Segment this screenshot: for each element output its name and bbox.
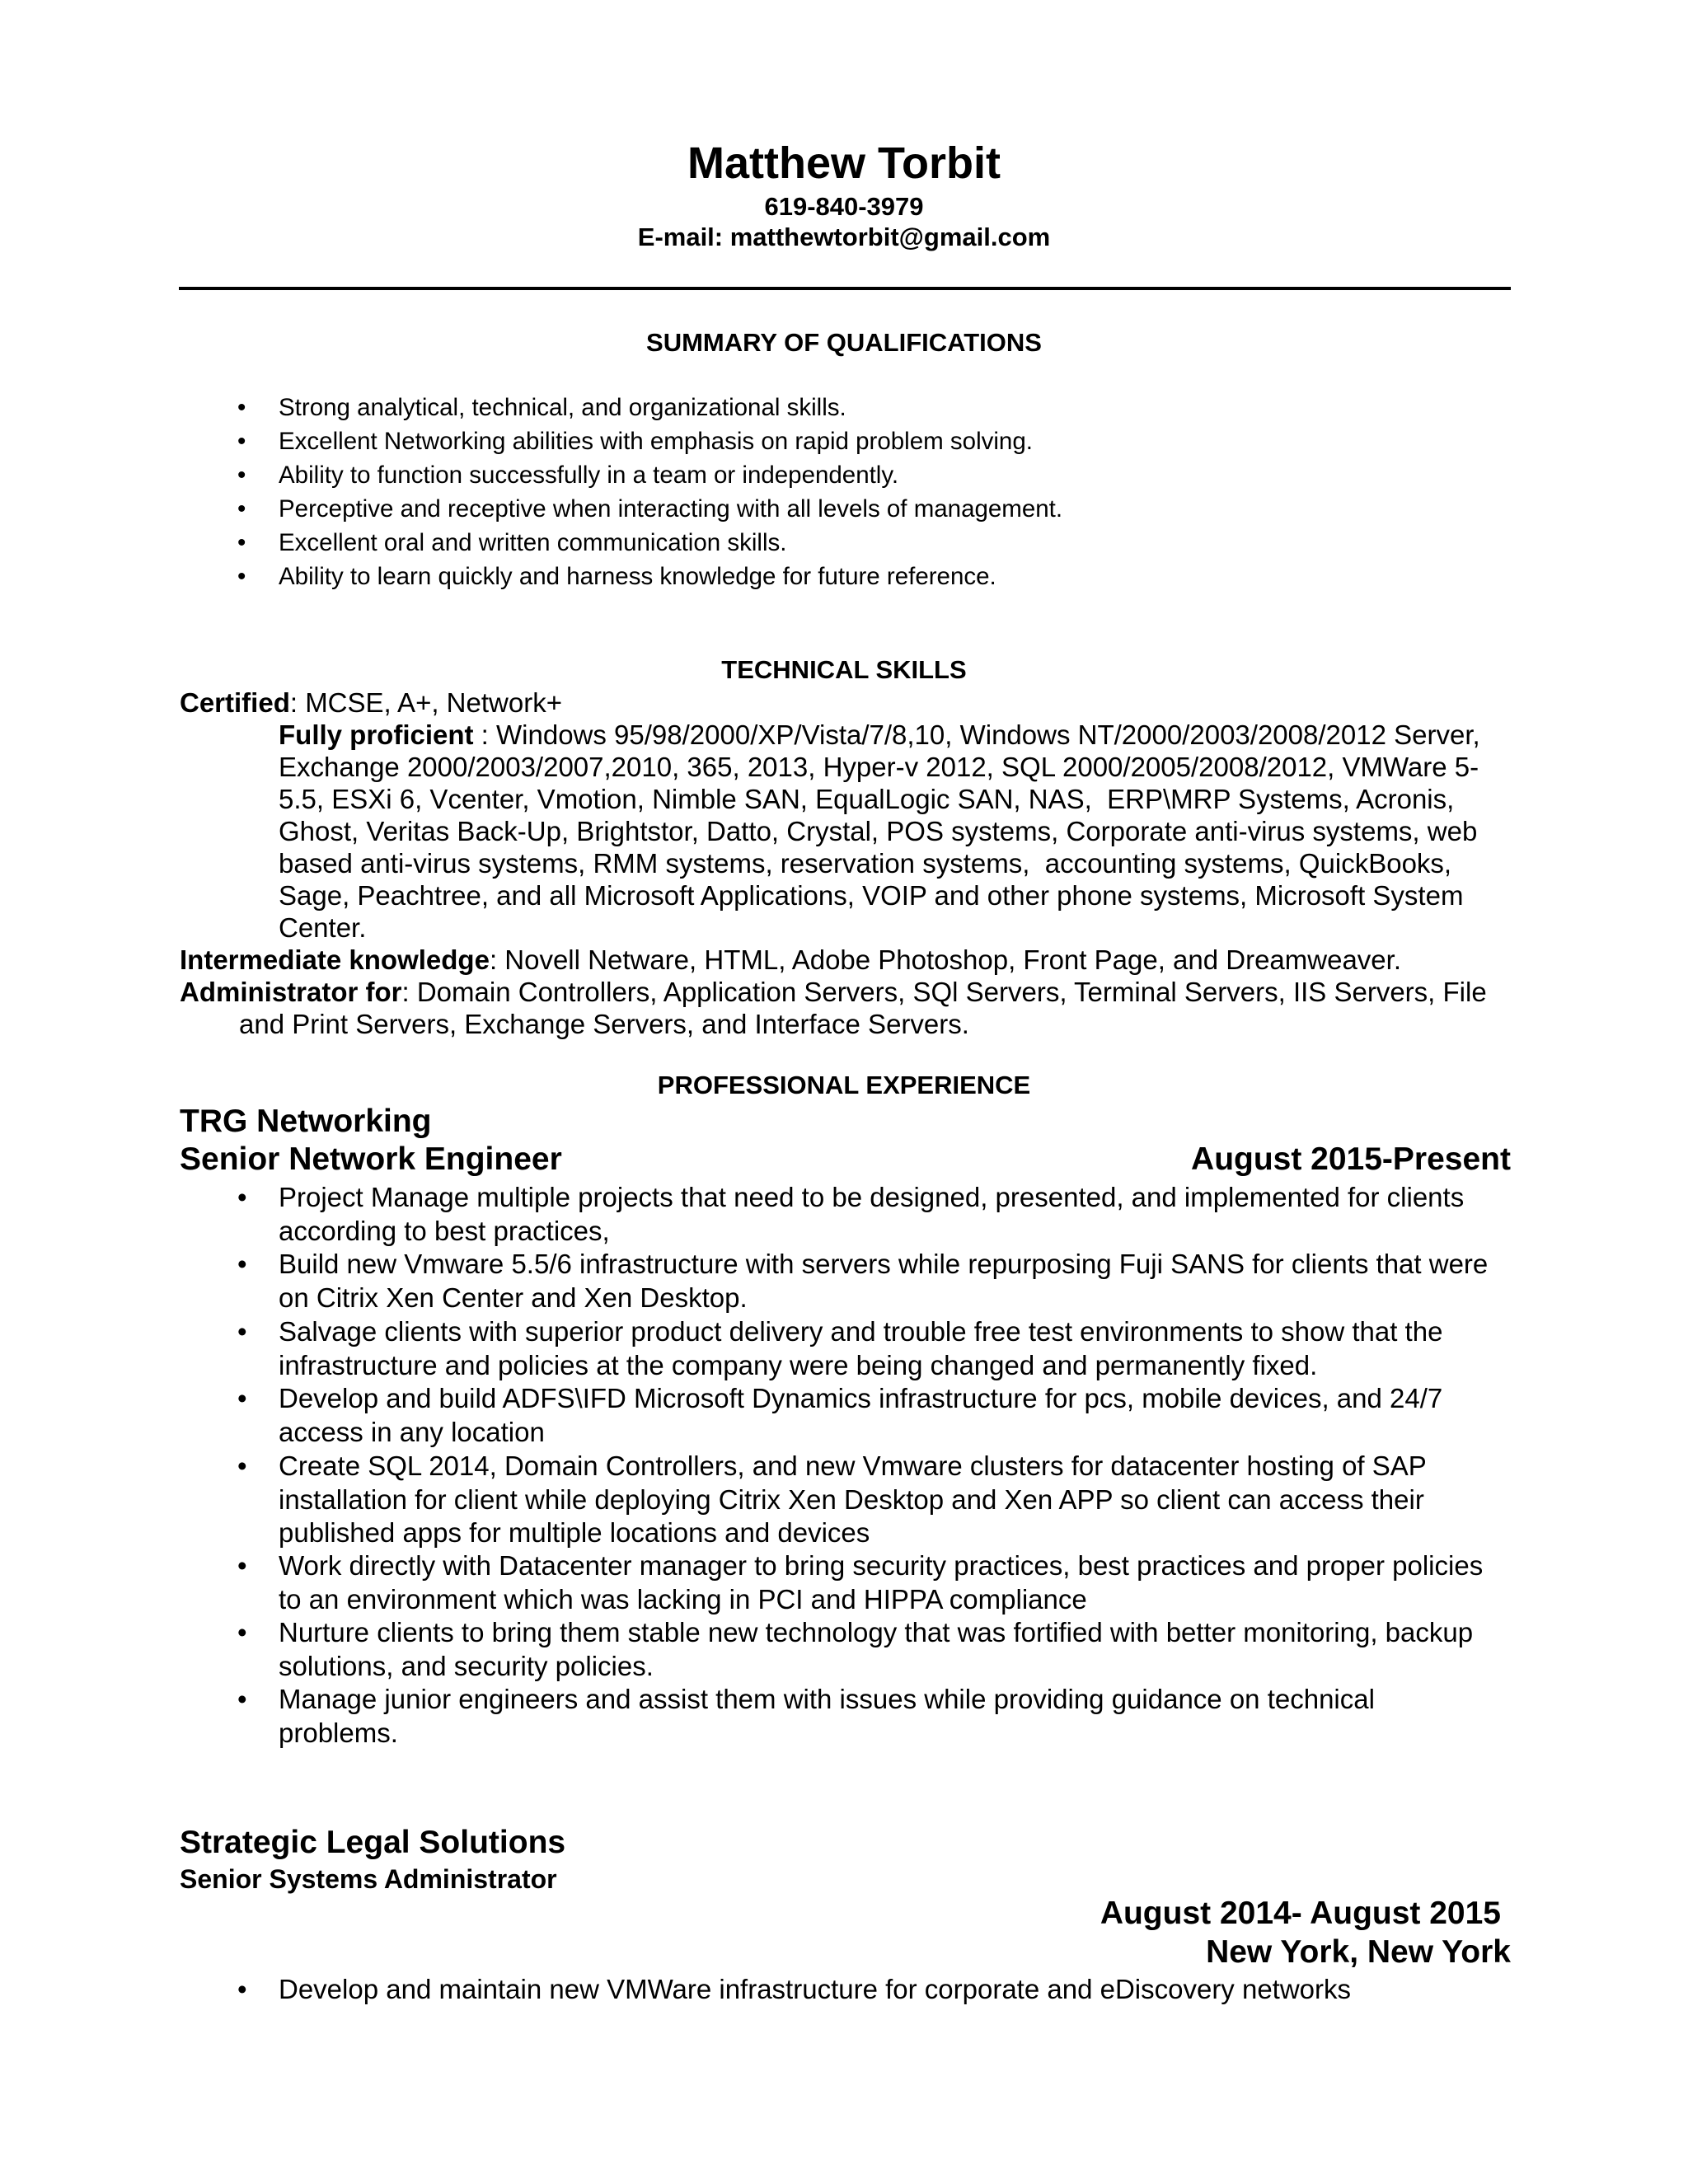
intermediate-value: : Novell Netware, HTML, Adobe Photoshop, Front Page, and Dreamweaver. (489, 944, 1402, 975)
list-item: • Ability to function successfully in a team or independently. (279, 461, 1515, 490)
certified-value: : MCSE, A+, Network+ (289, 687, 562, 718)
list-item: • Nurture clients to bring them stable new technology that was fortified with better monitoring, backup solutions, and security policies. (279, 1616, 1515, 1683)
admin-label: Administrator for (180, 977, 402, 1007)
job-company: TRG Networking (180, 1104, 432, 1139)
list-item: • Project Manage multiple projects that need to be designed, presented, and implemented for clients according to best practices, (279, 1181, 1515, 1248)
intermediate-label: Intermediate knowledge (180, 944, 490, 975)
list-item: • Build new Vmware 5.5/6 infrastructure with servers while repurposing Fuji SANS for clients that were on Citrix Xen Center and Xen Desktop. (279, 1248, 1515, 1315)
admin-line-1 (180, 976, 1487, 1008)
list-item: • Create SQL 2014, Domain Controllers, and new Vmware clusters for datacenter hosting of SAP installation for client while deploying Citrix Xen Desktop and Xen APP so client can access their published apps for multiple locations and devices (279, 1450, 1515, 1550)
job-location: New York, New York (1206, 1934, 1511, 1970)
job-company: Strategic Legal Solutions (180, 1825, 566, 1860)
proficient-text: : Windows 95/98/2000/XP/Vista/7/8,10, Windows NT/2000/2003/2008/2012 Server, (473, 719, 1480, 750)
certified-label: Certified (180, 687, 290, 718)
admin-value: : Domain Controllers, Application Servers, SQl Servers, Terminal Servers, IIS Servers, File (401, 977, 1487, 1007)
list-item: • Excellent Networking abilities with emphasis on rapid problem solving. (279, 427, 1515, 457)
proficient-line-1 (279, 719, 1480, 751)
list-item: • Work directly with Datacenter manager to bring security practices, best practices and proper policies to an environment which was lacking in PCI and HIPPA compliance (279, 1549, 1515, 1616)
proficient-line-3: 5.5, ESXi 6, Vcenter, Vmotion, Nimble SAN, EqualLogic SAN, NAS, ERP\MRP Systems, Acronis, (279, 784, 1455, 814)
list-item: • Excellent oral and written communication skills. (279, 528, 1515, 558)
intermediate-line (180, 944, 1401, 976)
list-item: • Strong analytical, technical, and organizational skills. (279, 393, 1515, 423)
list-item: • Develop and build ADFS\IFD Microsoft Dynamics infrastructure for pcs, mobile devices, and 24/7 access in any location (279, 1382, 1515, 1449)
proficient-line-2: Exchange 2000/2003/2007,2010, 365, 2013, Hyper-v 2012, SQL 2000/2005/2008/2012, VMWare 5- (279, 752, 1479, 782)
proficient-line-4: Ghost, Veritas Back-Up, Brightstor, Datto, Crystal, POS systems, Corporate anti-virus systems, web (279, 816, 1478, 846)
list-item: • Manage junior engineers and assist them with issues while providing guidance on technical problems. (279, 1683, 1515, 1750)
list-item: • Develop and maintain new VMWare infrastructure for corporate and eDiscovery networks (279, 1973, 1515, 2007)
experience-heading: PROFESSIONAL EXPERIENCE (657, 1071, 1031, 1099)
job-title: Senior Systems Administrator (180, 1864, 557, 1894)
job-title: Senior Network Engineer (180, 1141, 562, 1177)
proficient-line-5: based anti-virus systems, RMM systems, reservation systems, accounting systems, QuickBooks, (279, 848, 1452, 879)
job-dates: August 2014- August 2015 (1100, 1896, 1501, 1931)
list-item: • Ability to learn quickly and harness knowledge for future reference. (279, 562, 1515, 592)
list-item: • Perceptive and receptive when interacting with all levels of management. (279, 494, 1515, 524)
proficient-line-6: Sage, Peachtree, and all Microsoft Applications, VOIP and other phone systems, Microsoft System (279, 880, 1464, 911)
phone-number: 619-840-3979 (764, 192, 924, 221)
list-item: • Salvage clients with superior product delivery and trouble free test environments to show that the infrastructure and policies at the company were being changed and permanently fixed. (279, 1315, 1515, 1382)
email-line: E-mail: matthewtorbit@gmail.com (637, 223, 1051, 251)
proficient-line-7: Center. (279, 912, 367, 943)
candidate-name: Matthew Torbit (687, 138, 1001, 188)
header-divider (179, 287, 1511, 290)
job-dates: August 2015-Present (1191, 1141, 1511, 1177)
certified-line (180, 687, 562, 719)
skills-heading: TECHNICAL SKILLS (721, 655, 967, 684)
summary-heading: SUMMARY OF QUALIFICATIONS (646, 328, 1042, 357)
admin-line-2: and Print Servers, Exchange Servers, and Interface Servers. (239, 1009, 969, 1039)
proficient-label: Fully proficient (279, 719, 474, 750)
